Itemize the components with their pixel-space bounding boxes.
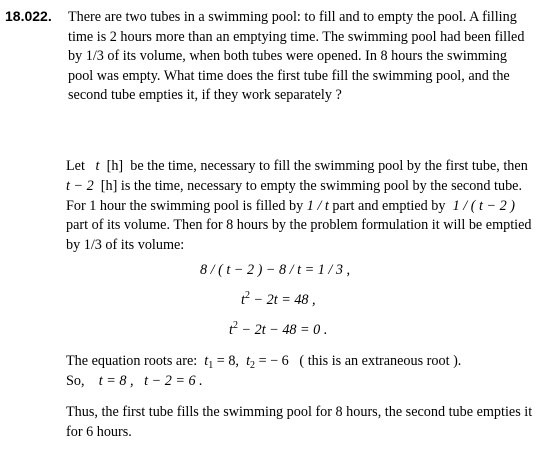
- so-value-1: t = 8 ,: [98, 373, 134, 389]
- intro-text-c: part and emptied by: [332, 197, 446, 214]
- equation-3: [229, 322, 327, 339]
- roots-prefix: The equation roots are:: [66, 353, 198, 369]
- problem-statement: There are two tubes in a swimming pool: to fill and to empty the pool. A filling time is 2 hours more than an emptying time. The swimming pool had been filled by 1/3 of its volume, when both tubes were opened. In 8 hours the swimming pool was empty. What time does the first tube fill the swimming pool, and the second tube empties it, if they work separately ?: [68, 9, 525, 104]
- equation-2-rest: − 2t = 48 ,: [253, 292, 316, 308]
- intro-text-b: is the time, necessary to empty the swimming pool by the second tube. For 1 hour the swimming pool is filled by: [66, 177, 523, 214]
- extraneous-note: ( this is an extraneous root ).: [299, 353, 462, 369]
- so-label: So,: [66, 373, 85, 389]
- intro-let: Let: [66, 158, 85, 174]
- root-1-sub: 1: [208, 360, 214, 371]
- intro-text-a: be the time, necessary to fill the swimming pool by the first tube, then: [130, 158, 528, 174]
- fraction-1-over-t: 1 / t: [306, 197, 329, 214]
- equation-2-exponent: 2: [244, 290, 250, 301]
- fraction-1-over-t-minus-2: 1 / ( t − 2 ): [452, 197, 515, 214]
- root-1-var: t: [204, 353, 209, 369]
- root-2-var: t: [246, 353, 251, 369]
- equation-1-text: 8 / ( t − 2 ) − 8 / t = 1 / 3 ,: [200, 262, 351, 278]
- equation-2: [241, 292, 316, 309]
- expr-t-minus-2: t − 2: [66, 177, 94, 194]
- root-2-sub: 2: [250, 360, 256, 371]
- intro-text-d: part of its volume. Then for 8 hours by the problem formulation it will be emptied by 1/3 of its volume:: [66, 217, 532, 254]
- equation-3-var: t: [229, 322, 233, 338]
- problem-number: 18.022.: [5, 8, 52, 24]
- unit-hours-1: [h]: [106, 158, 124, 174]
- solution-intro: [66, 157, 534, 256]
- equation-3-exponent: 2: [232, 320, 238, 331]
- var-t: t: [95, 158, 100, 174]
- so-line: [66, 373, 203, 390]
- root-1-value: = 8,: [216, 353, 239, 369]
- conclusion: Thus, the first tube fills the swimming pool for 8 hours, the second tube empties it for 6 hours.: [66, 404, 533, 440]
- roots-line: [66, 353, 461, 370]
- so-value-2: t − 2 = 6 .: [144, 373, 203, 389]
- equation-2-var: t: [241, 292, 245, 308]
- equation-1: [200, 262, 350, 279]
- unit-hours-2: [h]: [100, 177, 118, 194]
- equation-3-rest: − 2t − 48 = 0 .: [241, 322, 328, 338]
- root-2-value: = − 6: [258, 353, 289, 369]
